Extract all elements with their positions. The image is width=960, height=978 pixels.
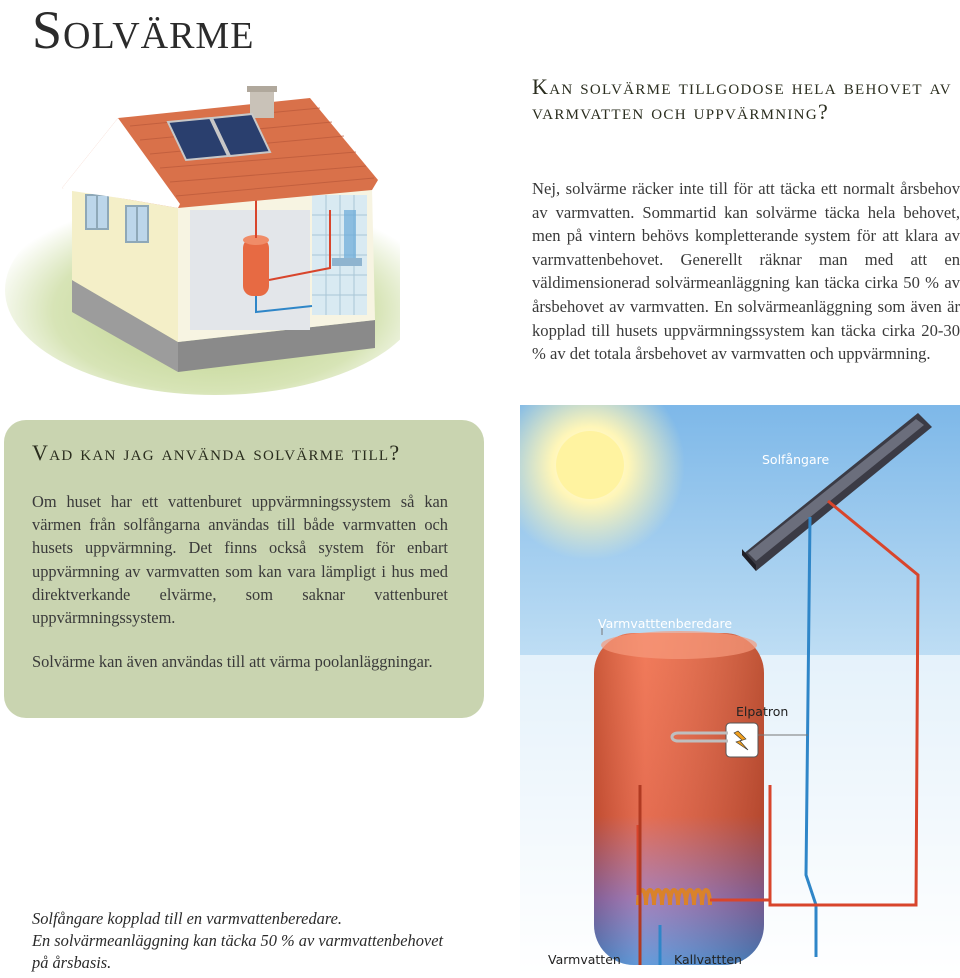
figure-caption [32,908,472,974]
caption-line-2: En solvärmeanläggning kan täcka 50 % av varmvattenbehovet på årsbasis. [32,931,444,972]
answer-text: Nej, solvärme räcker inte till för att täcka ett normalt årsbehov av varmvatten. Sommartid kan solvärme täcka hela behovet, men på vintern behövs kompletterande system för att klara av varmvattenbehovet. Generellt räknar man med att en väldimensionerad solvärmeanläggning kan täcka cirka 50 % av årsbehovet av varmvatten. En solvärmeanläggning som även är kopplad till husets uppvärmningssystem kan täcka cirka 20-30 % av det totala årsbehovet av varmvatten och uppvärmning. [532,179,960,364]
question-heading: Kan solvärme tillgodose hela behovet av varmvatten och uppvärmning? [532,74,952,124]
label-cold-water: Kallvattten [674,952,742,967]
usage-paragraph-2: Solvärme kan även användas till att värma poolanläggningar. [32,652,433,671]
label-tank: Varmvatttenberedare [598,616,733,631]
label-hot-water: Varmvatten [548,952,621,967]
house-illustration [0,80,400,410]
label-heater: Elpatron [736,704,789,719]
solar-diagram [520,405,960,978]
usage-heading: Vad kan jag använda solvärme till? [32,440,401,465]
caption-line-1: Solfångare kopplad till en varmvattenberedare. [32,909,342,928]
label-collector: Solfångare [762,452,830,467]
usage-paragraph-1: Om huset har ett vattenburet uppvärmningssystem så kan värmen från solfångarna användas till både varmvatten och husets uppvärmning. Det finns också system för enbart uppvärmning av varmvatten som kan vara lämpligt i hus med direktverkande elvärme, som saknar vattenburet uppvärmningssystem. [32,492,448,628]
page-title: Solvärme [32,0,255,60]
water-tank-icon [594,631,764,965]
